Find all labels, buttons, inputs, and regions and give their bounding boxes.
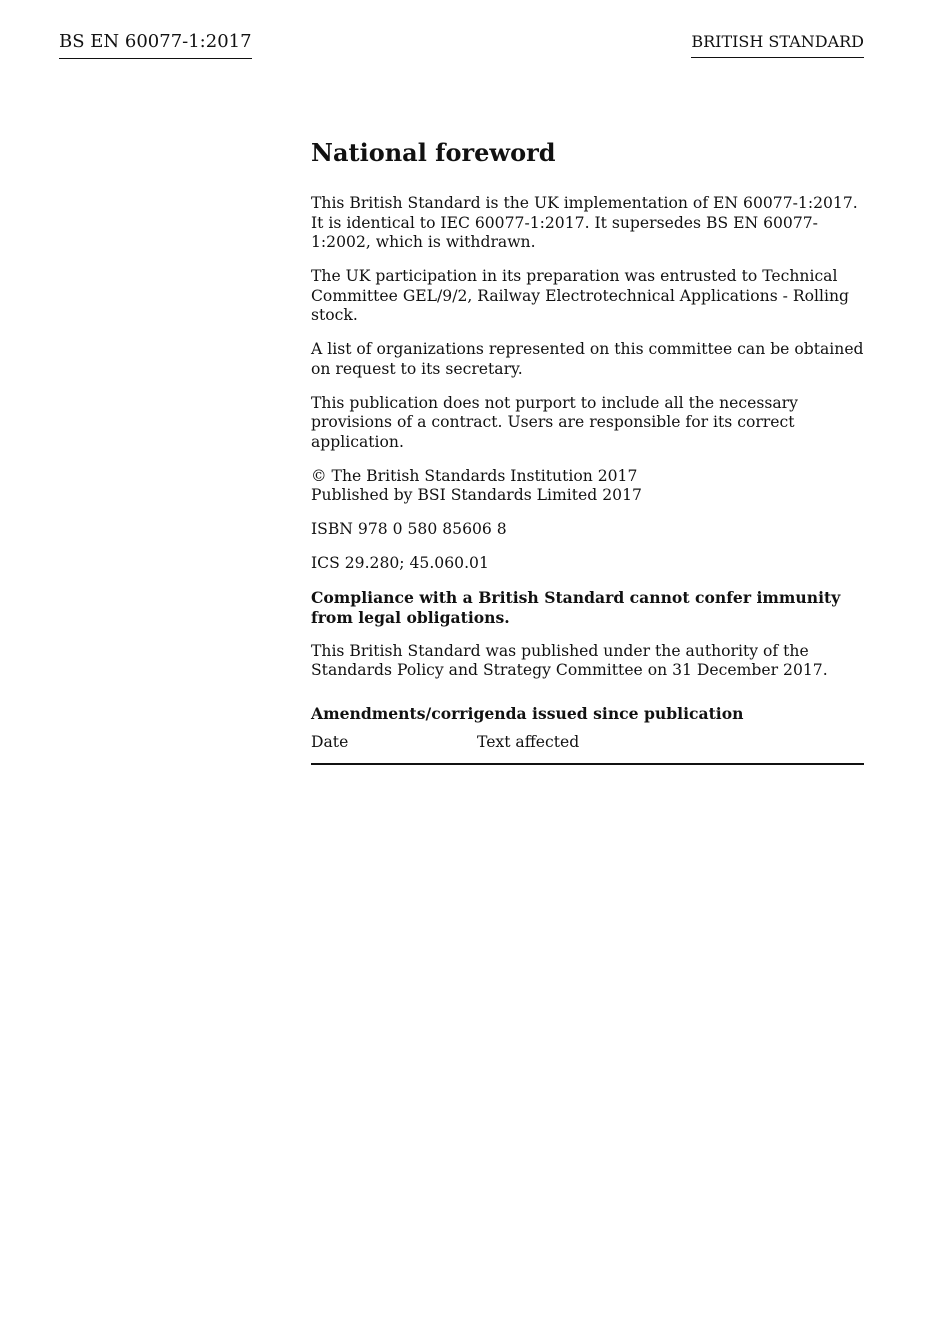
page-title: National foreword (311, 138, 556, 167)
document-code: BS EN 60077-1:2017 (59, 30, 252, 59)
paragraph-participation (311, 267, 864, 326)
amendments-table-header (311, 733, 864, 765)
publisher-line: Published by BSI Standards Limited 2017 (311, 486, 642, 504)
isbn: ISBN 978 0 580 85606 8 (311, 520, 507, 538)
amendments-heading: Amendments/corrigenda issued since publication (311, 703, 744, 723)
column-header-text-affected: Text affected (477, 733, 580, 751)
national-foreword-section (311, 137, 864, 765)
paragraph-authority: This British Standard was published under the authority of the Standards Policy and Strategy Committee on 31 December 2017. (311, 641, 828, 679)
paragraph-organizations: A list of organizations represented on this committee can be obtained on request to its secretary. (311, 340, 864, 378)
compliance-notice: Compliance with a British Standard cannot confer immunity from legal obligations. (311, 588, 841, 627)
paragraph-implementation: This British Standard is the UK implementation of EN 60077-1:2017. It is identical to IEC 60077-1:2017. It supersedes BS EN 60077-1:2002, which is withdrawn. (311, 194, 858, 251)
copyright-line: © The British Standards Institution 2017 (311, 466, 638, 485)
ics-code: ICS 29.280; 45.060.01 (311, 554, 489, 572)
paragraph-provisions: This publication does not purport to include all the necessary provisions of a contract. Users are responsible for its correct application. (311, 393, 798, 451)
document-type: BRITISH STANDARD (691, 31, 864, 58)
paragraph-copyright (311, 467, 864, 506)
column-header-date: Date (311, 733, 349, 751)
participation-text: The UK participation in its preparation was entrusted to Technical Committee GEL/9/2, Railway Electrotechnical Applications - Rolling stock. (311, 267, 849, 324)
